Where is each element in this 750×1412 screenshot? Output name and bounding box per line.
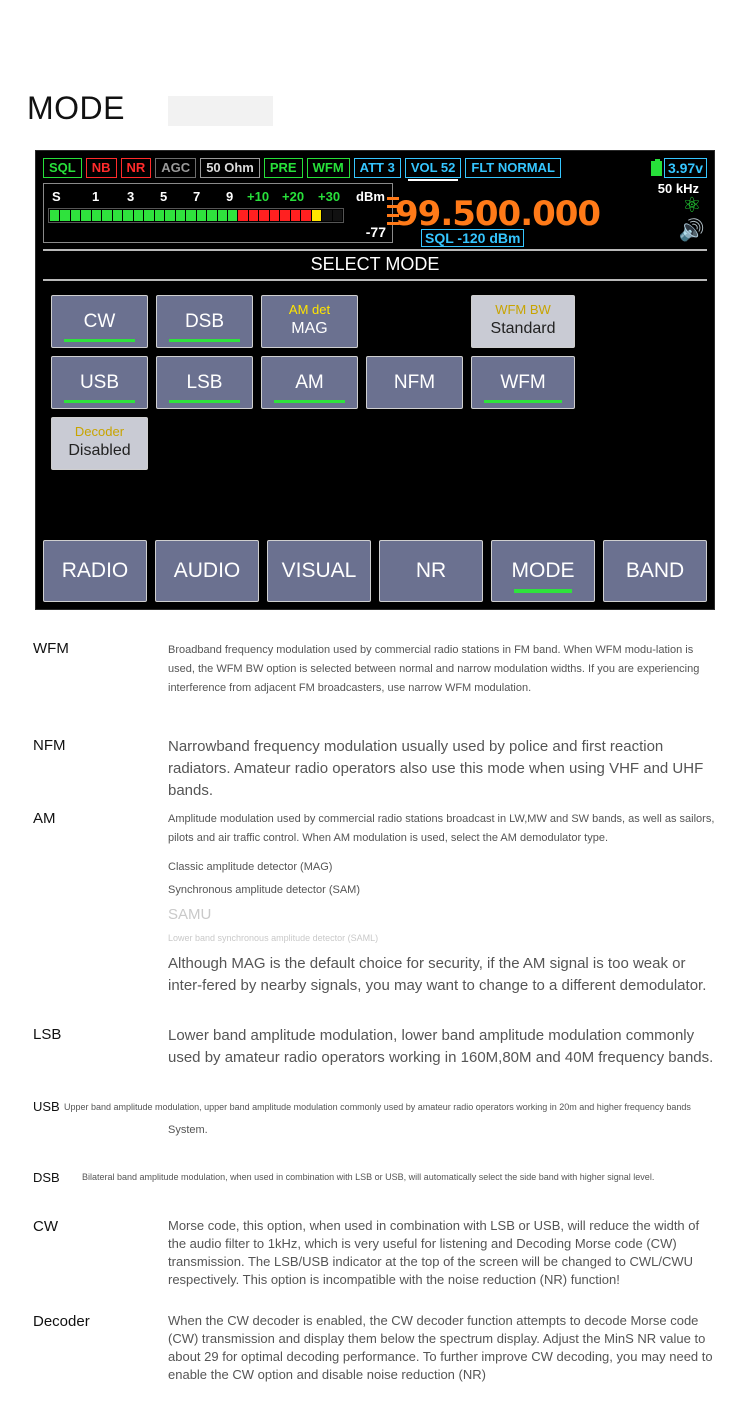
nav-button-band[interactable] (603, 540, 707, 602)
tuning-step-label: 50 kHz (657, 181, 699, 196)
mode-button-am-det-sublabel: AM det (288, 302, 331, 317)
speaker-mute-icon[interactable]: 🔊 (678, 219, 705, 242)
mode-button-lsb-underline (169, 400, 240, 403)
nav-button-audio-label: AUDIO (173, 559, 241, 582)
mode-row-3 (51, 417, 699, 470)
desc-body-lsb: Lower band amplitude modulation, lower band amplitude modulation commonly used by amateur radio operators working in 160M,80M and 40M frequency bands. (168, 1027, 714, 1066)
mode-grid-spacer (366, 295, 463, 348)
mode-button-am-det-value: MAG (291, 320, 328, 337)
desc-body-am-line3: Synchronous amplitude detector (SAM) (168, 884, 360, 896)
s-meter-scale (48, 186, 388, 206)
frequency-display[interactable] (395, 194, 600, 234)
mode-button-decoder-sublabel: Decoder (74, 424, 125, 439)
bottom-nav (43, 540, 707, 602)
desc-body-usb: Upper band amplitude modulation, upper band amplitude modulation commonly used by amateur radio operators working in 20m and higher frequency bands (64, 1102, 691, 1112)
nav-button-band-label: BAND (625, 559, 685, 582)
desc-term-lsb: LSB (33, 1026, 62, 1043)
battery-icon (651, 161, 662, 176)
mode-button-am-underline (274, 400, 345, 403)
nav-button-nr-label: NR (415, 559, 447, 582)
mode-button-wfm-label: WFM (500, 371, 546, 393)
mode-button-nfm-label: NFM (393, 371, 436, 393)
nav-button-radio-label: RADIO (61, 559, 129, 582)
squelch-level[interactable]: SQL -120 dBm (421, 229, 524, 247)
status-chip-agc[interactable]: AGC (155, 158, 196, 178)
vol-selected-underline (408, 179, 459, 181)
status-chip-vol-wrap[interactable] (405, 158, 462, 178)
mode-button-dsb-label: DSB (184, 310, 225, 332)
desc-body-am: Amplitude modulation used by commercial radio stations broadcast in LW,MW and SW bands, as well as sailors, pilots and air traffic control. When AM modulation is used, select the AM demodulator type. (168, 813, 715, 844)
s-meter-value: -77 (365, 224, 386, 240)
status-chip-vol[interactable]: VOL 52 (405, 158, 462, 178)
mode-button-lsb[interactable] (156, 356, 253, 409)
headphone-icon: ⚛ (682, 194, 702, 217)
audio-icons (679, 195, 705, 241)
nav-button-radio[interactable] (43, 540, 147, 602)
mode-button-usb-label: USB (79, 371, 120, 393)
mode-button-decoder[interactable] (51, 417, 148, 470)
status-bar (43, 157, 707, 179)
mode-button-cw-label: CW (83, 310, 116, 332)
frequency-decimals: .000 (520, 194, 601, 234)
frequency-area (393, 181, 707, 246)
s-meter-tick-3: 3 (127, 188, 135, 204)
mode-button-wfm-bw-sublabel: WFM BW (495, 302, 551, 317)
desc-term-cw: CW (33, 1218, 58, 1235)
desc-body-dsb: Bilateral band amplitude modulation, when used in combination with LSB or USB, will automatically select the side band with higher signal level. (82, 1172, 655, 1182)
s-meter (43, 183, 393, 243)
status-chip-mode[interactable]: WFM (307, 158, 350, 178)
mode-button-nfm[interactable] (366, 356, 463, 409)
desc-body-am-line5: Lower band synchronous amplitude detector (SAML) (168, 933, 379, 943)
mode-button-wfm-bw-value: Standard (490, 320, 556, 337)
desc-body-decoder: When the CW decoder is enabled, the CW decoder function attempts to decode Morse code (CW) transmission and display them below the spectrum display. Adjust the MinS NR value to about 29 for optimal decoding performance. To further improve CW decoding, you may need to enable the CW option and disable noise reduction (NR) (168, 1313, 713, 1382)
mode-button-decoder-value: Disabled (68, 442, 131, 459)
status-chip-impedance[interactable]: 50 Ohm (200, 158, 260, 178)
s-meter-s-label: S (52, 188, 61, 204)
desc-body-am-line4: SAMU (168, 906, 212, 923)
desc-body-am-line2: Classic amplitude detector (MAG) (168, 861, 333, 873)
mode-grid (43, 295, 707, 470)
desc-term-usb: USB (33, 1099, 60, 1114)
mode-button-usb-underline (64, 400, 135, 403)
s-meter-tick-9: 9 (226, 188, 234, 204)
desc-body-wfm: Broadband frequency modulation used by commercial radio stations in FM band. When WFM modu-lation is used, the WFM BW option is selected between normal and narrow modulation widths. If you are experiencing interference from adjacent FM broadcasters, use narrow WFM modulation. (168, 644, 700, 694)
page-title: MODE (27, 90, 125, 126)
desc-body-cw: Morse code, this option, when used in combination with LSB or USB, will reduce the width of the audio filter to 1kHz, which is very useful for listening and Decoding Morse code (CW) transmission. The LSB/USB indicator at the top of the screen will be changed to CWL/CWU respectively. This option is incompatible with the noise reduction (NR) function! (168, 1218, 700, 1287)
s-meter-tick-plus30: +30 (318, 188, 341, 204)
nav-button-mode[interactable] (491, 540, 595, 602)
battery-indicator (651, 158, 707, 178)
mode-button-am-label: AM (295, 371, 324, 393)
mode-button-cw-underline (64, 339, 135, 342)
nav-button-visual[interactable] (267, 540, 371, 602)
mode-button-lsb-label: LSB (186, 371, 223, 393)
s-meter-unit: dBm (356, 188, 385, 204)
mode-button-wfm-bw[interactable] (471, 295, 575, 348)
status-chip-nr[interactable]: NR (121, 158, 152, 178)
mode-button-wfm[interactable] (471, 356, 575, 409)
mode-button-cw[interactable] (51, 295, 148, 348)
status-chip-pre[interactable]: PRE (264, 158, 303, 178)
desc-body-am-line6: Although MAG is the default choice for security, if the AM signal is too weak or inter-fered by nearby signals, you may want to change to a different demodulator. (168, 955, 707, 994)
nav-button-nr[interactable] (379, 540, 483, 602)
desc-term-wfm: WFM (33, 640, 69, 657)
s-meter-tick-5: 5 (160, 188, 168, 204)
title-placeholder-block (168, 96, 273, 126)
mode-button-am[interactable] (261, 356, 358, 409)
s-meter-tick-plus10: +10 (247, 188, 270, 204)
mode-row-1 (51, 295, 699, 348)
meter-frequency-row (43, 181, 707, 246)
status-chip-filter[interactable]: FLT NORMAL (465, 158, 561, 178)
desc-body-usb-line2: System. (168, 1124, 208, 1136)
frequency-whole: 99.500 (395, 194, 521, 234)
s-meter-bargraph (48, 208, 344, 223)
desc-term-decoder: Decoder (33, 1313, 90, 1330)
mode-button-am-det[interactable] (261, 295, 358, 348)
desc-body-nfm: Narrowband frequency modulation usually used by police and first reaction radiators. Amateur radio operators also use this mode when using VHF and UHF bands. (168, 738, 704, 799)
s-meter-tick-1: 1 (92, 188, 100, 204)
radio-screen (35, 150, 715, 610)
panel-title: SELECT MODE (43, 249, 707, 281)
battery-voltage: 3.97v (664, 158, 707, 178)
mode-button-usb[interactable] (51, 356, 148, 409)
mode-button-dsb-underline (169, 339, 240, 342)
nav-button-mode-underline (514, 589, 572, 593)
nav-button-audio[interactable] (155, 540, 259, 602)
mode-button-wfm-underline (484, 400, 562, 403)
mode-button-dsb[interactable] (156, 295, 253, 348)
nav-button-mode-label: MODE (511, 559, 575, 582)
s-meter-tick-plus20: +20 (282, 188, 305, 204)
status-chip-sql[interactable]: SQL (43, 158, 82, 178)
s-meter-tick-7: 7 (193, 188, 201, 204)
desc-term-am: AM (33, 810, 56, 827)
desc-term-nfm: NFM (33, 737, 66, 754)
desc-term-dsb: DSB (33, 1170, 60, 1185)
status-chip-att[interactable]: ATT 3 (354, 158, 401, 178)
mode-row-2 (51, 356, 699, 409)
nav-button-visual-label: VISUAL (281, 559, 357, 582)
status-chip-nb[interactable]: NB (86, 158, 117, 178)
